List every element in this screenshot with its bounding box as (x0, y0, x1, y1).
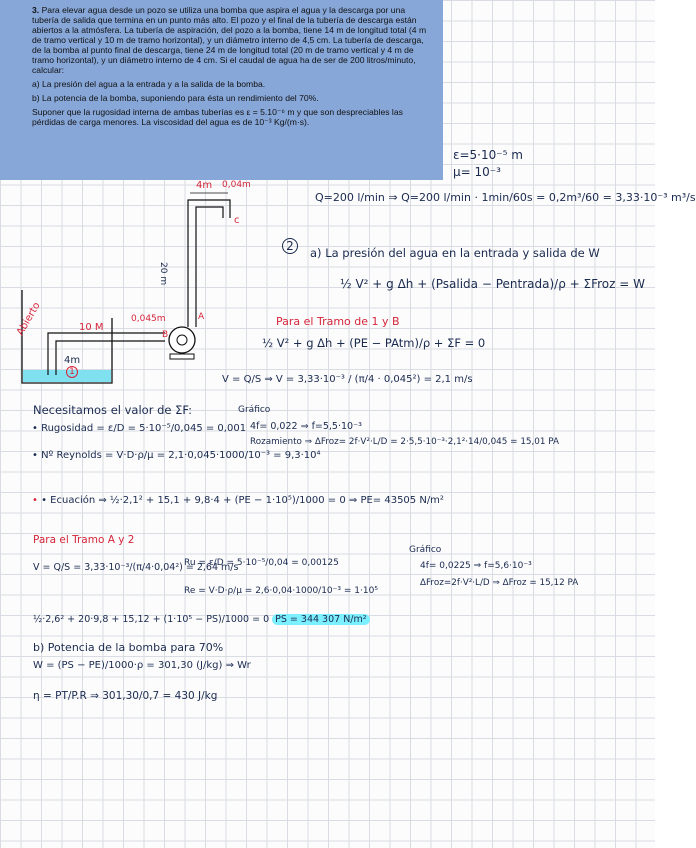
friction-loss-2: ΔFroz=2f·V²·L/D ⇒ ΔFroz = 15,12 PA (420, 578, 579, 588)
roughness-calculation-2: Ru = ε/D = 5·10⁻⁵/0,04 = 0,00125 (184, 558, 339, 568)
equation-2-text: ½·2,6² + 20·9,8 + 15,12 + (1·10⁵ − PS)/1000 = 0 (33, 614, 270, 625)
ps-result: PS = 344 307 N/m² (272, 614, 369, 625)
pump-base (170, 354, 194, 359)
pump-body (169, 327, 195, 353)
power-equation: W = (PS − PE)/1000·ρ = 301,30 (J/kg) ⇒ Wr (33, 660, 251, 671)
label-point-2: 2 (282, 238, 298, 254)
equation-1: • • Ecuación ⇒ ½·2,1² + 15,1 + 9,8·4 + (PE − 1·10⁵)/1000 = 0 ⇒ PE= 43505 N/m² (32, 495, 444, 506)
reynolds-calculation: • Nº Reynolds = V·D·ρ/μ = 2,1·0,045·1000/10⁻³ = 9,3·10⁴ (32, 450, 321, 461)
need-ef-heading: Necesitamos el valor de ΣF: (33, 403, 192, 417)
equation-2 (33, 614, 370, 625)
flow-calculation: Q=200 l/min ⇒ Q=200 l/min · 1min/60s = 0,2m³/60 = 3,33·10⁻³ m³/s (315, 191, 696, 204)
grafico-label-1: Gráfico (238, 405, 271, 415)
equation-1-text: • Ecuación ⇒ ½·2,1² + 15,1 + 9,8·4 + (PE − 1·10⁵)/1000 = 0 ⇒ PE= 43505 N/m² (41, 495, 444, 506)
velocity-calculation-2: V = Q/S = 3,33·10⁻³/(π/4·0,04²) = 2,64 m/s (33, 562, 239, 573)
reynolds-calculation-2: Re = V·D·ρ/μ = 2,6·0,04·1000/10⁻³ = 1·10⁵ (184, 586, 378, 596)
problem-note: Suponer que la rugosidad interna de ambas tuberías es ε = 5.10⁻⁶ m y que son despreciables las pérdidas de carga menores. La viscosidad del agua es de 10⁻³ Kg/(m·s). (32, 107, 403, 127)
grafico-label-2: Gráfico (409, 545, 442, 555)
label-point-a: A (198, 312, 205, 322)
label-c: c (234, 215, 240, 226)
label-004m: 0,04m (222, 180, 251, 190)
problem-number: 3. (32, 5, 40, 15)
epsilon-note: ε=5·10⁻⁵ m (453, 148, 523, 162)
tramo-1b-equation: ½ V² + g Δh + (PE − PAtm)/ρ + ΣF = 0 (262, 336, 486, 350)
friction-loss-1: Rozamiento ⇒ ΔFroz= 2f·V²·L/D = 2·5,5·10⁻³·2,1²·14/0,045 = 15,01 PA (250, 437, 560, 447)
problem-statement-box (0, 0, 443, 180)
part-a-title: a) La presión del agua en la entrada y salida de W (310, 246, 600, 260)
friction-factor-1: 4f= 0,022 ⇒ f=5,5·10⁻³ (250, 421, 362, 432)
label-point-b: B (162, 330, 169, 340)
problem-text: Para elevar agua desde un pozo se utiliza una bomba que aspira el agua y la descarga por una tubería de salida que termina en un punto más alto. El pozo y el final de la tubería de descarga están abiertos a la atmósfera. La tubería de aspiración, del pozo a la bomba, tiene 14 m de longitud total (4 m de tramo vertical y 10 m de tramo horizontal), y un diámetro interno de 4,5 cm. La tubería de descarga, de la bomba al punto final de descarga, tiene 24 m de longitud total (20 m de tramo vertical y 4 m de tramo horizontal), y un diámetro interno de 4 cm. Si el caudal de agua ha de ser de 200 litros/minuto, calcular: (32, 5, 427, 75)
label-point-1: 1 (66, 366, 78, 378)
tramo-ay2-title: Para el Tramo A y 2 (33, 534, 135, 546)
velocity-calculation: V = Q/S ⇒ V = 3,33·10⁻³ / (π/4 · 0,045²) = 2,1 m/s (222, 374, 473, 385)
efficiency-equation: η = PT/P.R ⇒ 301,30/0,7 = 430 J/kg (33, 690, 218, 702)
energy-equation: ½ V² + g Δh + (Psalida − Pentrada)/ρ + ΣFroz = W (340, 277, 645, 291)
label-4m-top: 4m (196, 180, 213, 191)
label-0045m: 0,045m (131, 314, 166, 324)
label-10m: 10 M (79, 322, 104, 333)
part-b-title: b) Potencia de la bomba para 70% (33, 641, 224, 654)
problem-part-a: a) La presión del agua a la entrada y a la salida de la bomba. (32, 79, 266, 89)
friction-factor-2: 4f= 0,0225 ⇒ f=5,6·10⁻³ (420, 561, 532, 571)
label-abierto: Abierto (15, 300, 43, 338)
mu-note: μ= 10⁻³ (453, 165, 501, 179)
tramo-1b-title: Para el Tramo de 1 y B (276, 315, 400, 328)
discharge-pipe (188, 200, 230, 327)
pump-system-diagram (0, 190, 270, 395)
label-4m-side: 4m (64, 355, 81, 366)
problem-part-b: b) La potencia de la bomba, suponiendo para ésta un rendimiento del 70%. (32, 93, 319, 103)
problem-statement (32, 5, 433, 75)
roughness-calculation: • Rugosidad = ε/D = 5·10⁻⁵/0,045 = 0,001 (32, 423, 247, 434)
label-20m: 20 m (158, 262, 168, 286)
